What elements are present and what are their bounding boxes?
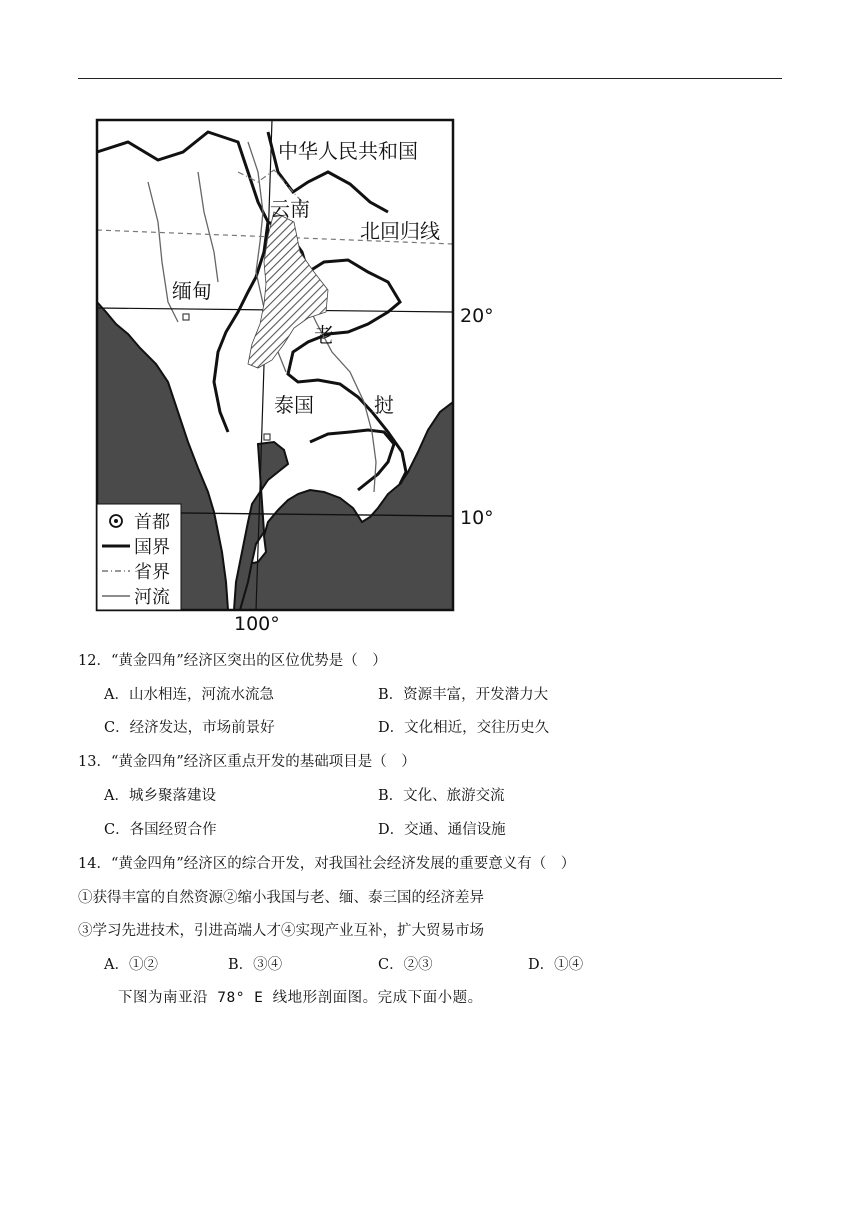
- label-lat10: 10°: [460, 507, 494, 529]
- legend-river: 河流: [134, 587, 170, 608]
- section-intro: 下图为南亚沿 78° E 线地形剖面图。完成下面小题。: [118, 990, 483, 1006]
- question-14-option-a[interactable]: A．①②: [104, 957, 158, 973]
- question-13-option-b[interactable]: B．文化、旅游交流: [378, 788, 505, 804]
- question-14-stem: 14．“黄金四角”经济区的综合开发，对我国社会经济发展的重要意义有（ ）: [78, 856, 576, 872]
- label-vietnam: 挝: [374, 393, 394, 417]
- question-14-option-c[interactable]: C．②③: [378, 957, 433, 973]
- question-13-stem: 13．“黄金四角”经济区重点开发的基础项目是（ ）: [78, 754, 416, 770]
- question-12-option-c[interactable]: C．经济发达，市场前景好: [104, 720, 275, 736]
- question-12-stem: 12．“黄金四角”经济区突出的区位优势是（ ）: [78, 653, 387, 669]
- label-thailand: 泰国: [274, 393, 314, 417]
- label-china: 中华人民共和国: [278, 139, 418, 163]
- label-yunnan: 云南: [270, 197, 310, 221]
- legend-provincial-border: 省界: [134, 562, 170, 583]
- legend-capital: 首都: [134, 512, 170, 533]
- label-laos: 老: [314, 323, 334, 347]
- question-14-statement-1: ①获得丰富的自然资源②缩小我国与老、缅、泰三国的经济差异: [78, 890, 484, 906]
- capital-marker: [183, 314, 189, 320]
- golden-quadrangle-map: [88, 112, 508, 642]
- label-lon100: 100°: [234, 613, 280, 635]
- legend-national-border: 国界: [134, 537, 170, 558]
- question-12-option-a[interactable]: A．山水相连，河流水流急: [104, 687, 274, 703]
- question-13-option-c[interactable]: C．各国经贸合作: [104, 822, 217, 838]
- capital-marker: [264, 434, 270, 440]
- label-lat20: 20°: [460, 305, 494, 327]
- map-legend: [97, 504, 181, 610]
- question-13-option-d[interactable]: D．交通、通信设施: [378, 822, 506, 838]
- question-14-option-d[interactable]: D．①④: [528, 957, 584, 973]
- label-tropic: 北回归线: [360, 219, 440, 243]
- question-14-statement-2: ③学习先进技术，引进高端人才④实现产业互补，扩大贸易市场: [78, 923, 484, 939]
- question-12-option-b[interactable]: B．资源丰富，开发潜力大: [378, 687, 549, 703]
- header-rule: [78, 78, 782, 79]
- question-13-option-a[interactable]: A．城乡聚落建设: [104, 788, 216, 804]
- question-12-option-d[interactable]: D．文化相近，交往历史久: [378, 720, 550, 736]
- question-14-option-b[interactable]: B．③④: [228, 957, 283, 973]
- label-myanmar: 缅甸: [172, 279, 212, 303]
